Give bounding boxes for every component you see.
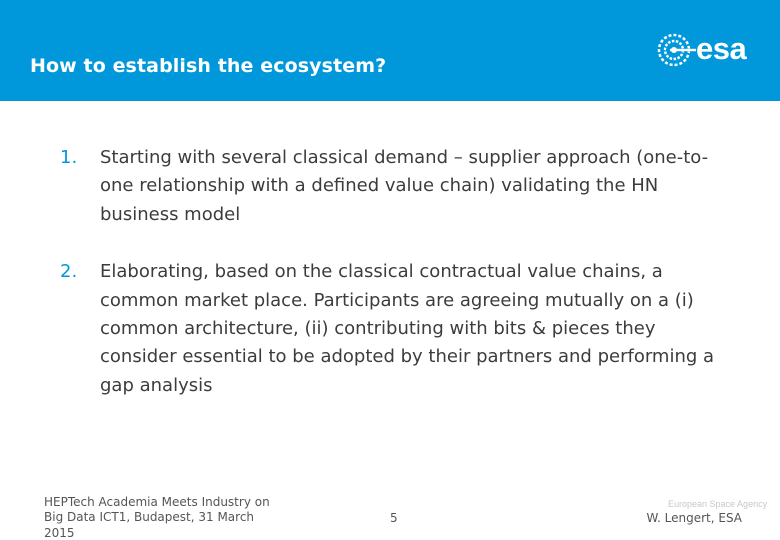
esa-logo-text: esa [696,31,747,66]
footer-author: W. Lengert, ESA [646,511,742,525]
list-item [60,144,720,229]
list-item-text: Starting with several classical demand – supplier approach (one-to-one relationship with a defined value chain) validating the HN business model [100,147,709,225]
footer-agency: European Space Agency [668,499,768,509]
bullet-list [60,144,720,400]
esa-logo-icon [656,32,696,68]
footer-event: HEPTech Academia Meets Industry on Big Data ICT1, Budapest, 31 March 2015 [44,495,270,540]
list-item-number: 1. [60,147,78,168]
list-item-number: 2. [60,261,78,283]
header-bar [0,0,780,101]
page-number: 5 [390,511,398,525]
esa-logo [656,30,764,70]
slide-title: How to establish the ecosystem? [30,55,387,77]
list-item-text: Elaborating, based on the classical contractual value chains, a common market place. Participants are agreeing mutually on a (i) common architecture, (ii) contributing with bits & pieces they consider essential to be adopted by their partners and performing a gap analysis [100,261,715,396]
list-item [60,258,720,400]
